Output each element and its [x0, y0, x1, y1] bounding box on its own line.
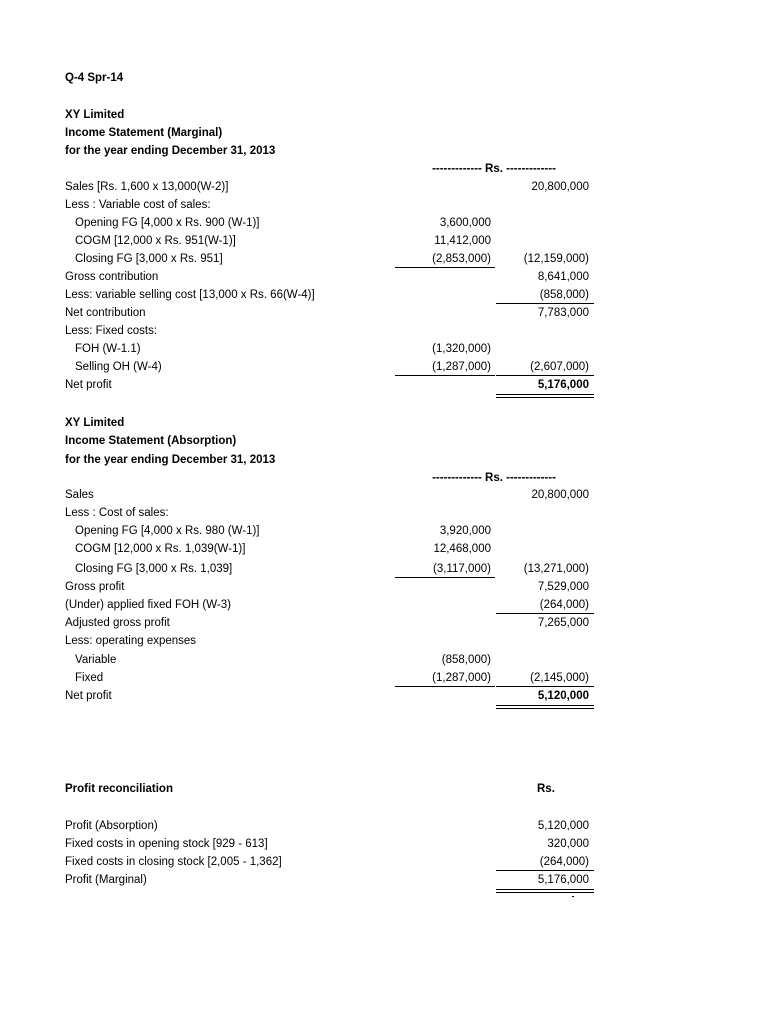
double-underline — [496, 889, 594, 893]
marginal-line — [0, 286, 768, 304]
absorption-line — [0, 669, 768, 687]
marginal-line — [0, 322, 768, 340]
line-label: Net profit — [65, 379, 112, 391]
marginal-line — [0, 214, 768, 232]
marginal-currency-header: ------------- Rs. ------------- — [432, 163, 556, 175]
total-rule — [496, 375, 594, 376]
marginal-line — [0, 340, 768, 358]
line-col2: (264,000) — [539, 599, 589, 611]
line-label: Gross profit — [65, 581, 125, 593]
absorption-line — [0, 687, 768, 705]
marginal-line — [0, 250, 768, 268]
line-label: Opening FG [4,000 x Rs. 900 (W-1)] — [75, 217, 260, 229]
reconciliation-title: Profit reconciliation — [65, 783, 173, 795]
line-label: Selling OH (W-4) — [75, 361, 162, 373]
line-label: FOH (W-1.1) — [75, 343, 141, 355]
line-col2: (858,000) — [539, 289, 589, 301]
line-label: COGM [12,000 x Rs. 951(W-1)] — [75, 235, 236, 247]
line-label: Net contribution — [65, 307, 146, 319]
line-col2: 8,641,000 — [537, 271, 589, 283]
line-label: Less : Variable cost of sales: — [65, 199, 211, 211]
line-label: Closing FG [3,000 x Rs. 1,039] — [75, 563, 233, 575]
line-label: Less: Fixed costs: — [65, 325, 158, 337]
absorption-line — [0, 504, 768, 522]
line-col1: 3,920,000 — [439, 525, 491, 537]
absorption-period: for the year ending December 31, 2013 — [65, 454, 276, 466]
line-col1: 11,412,000 — [434, 235, 491, 247]
absorption-line — [0, 522, 768, 540]
line-col2: (12,159,000) — [523, 253, 589, 265]
absorption-currency-header: ------------- Rs. ------------- — [432, 472, 556, 484]
absorption-company-row — [0, 414, 768, 432]
line-col2: 20,800,000 — [531, 489, 589, 501]
marginal-line — [0, 196, 768, 214]
double-underline — [496, 705, 594, 709]
line-col1: 12,468,000 — [433, 543, 491, 555]
line-label: Adjusted gross profit — [65, 617, 170, 629]
line-col1: (1,320,000) — [432, 343, 491, 355]
line-label: Sales [Rs. 1,600 x 13,000(W-2)] — [65, 181, 229, 193]
marginal-period: for the year ending December 31, 2013 — [65, 145, 276, 157]
line-label: Net profit — [65, 690, 112, 702]
line-col2: (2,145,000) — [530, 672, 589, 684]
absorption-line — [0, 614, 768, 632]
reconciliation-title-row — [0, 780, 768, 798]
reconciliation-line — [0, 835, 768, 853]
marginal-line — [0, 232, 768, 250]
line-label: Sales — [65, 489, 94, 501]
line-label: Fixed costs in closing stock [2,005 - 1,362] — [65, 856, 282, 868]
line-label: Less: operating expenses — [65, 635, 197, 647]
line-col1: (1,287,000) — [432, 361, 491, 373]
marginal-line — [0, 268, 768, 286]
absorption-title-row — [0, 432, 768, 450]
line-label: Gross contribution — [65, 271, 159, 283]
marginal-line — [0, 304, 768, 322]
reconciliation-line — [0, 817, 768, 835]
line-label: Profit (Absorption) — [65, 820, 158, 832]
line-value: 5,120,000 — [537, 820, 589, 832]
marginal-period-row — [0, 142, 768, 160]
line-col2: 5,120,000 — [537, 690, 589, 702]
line-label: (Under) applied fixed FOH (W-3) — [65, 599, 231, 611]
line-col2: 20,800,000 — [531, 181, 589, 193]
line-value: (264,000) — [539, 856, 589, 868]
absorption-line — [0, 540, 768, 558]
line-col2: (13,271,000) — [523, 563, 589, 575]
line-col2: 5,176,000 — [537, 379, 589, 391]
line-label: Profit (Marginal) — [65, 874, 147, 886]
line-label: Fixed — [75, 672, 104, 684]
marginal-line — [0, 358, 768, 376]
reconciliation-line — [0, 853, 768, 871]
absorption-title: Income Statement (Absorption) — [65, 435, 237, 447]
reconciliation-currency-header: Rs. — [537, 783, 555, 795]
line-label: Variable — [75, 654, 117, 666]
line-col2: 7,529,000 — [537, 581, 589, 593]
marginal-title: Income Statement (Marginal) — [65, 127, 223, 139]
line-label: Closing FG [3,000 x Rs. 951] — [75, 253, 223, 265]
absorption-currency-row — [0, 469, 768, 487]
marginal-line — [0, 376, 768, 394]
line-label: Less: variable selling cost [13,000 x Rs. 66(W-4)] — [65, 289, 315, 301]
line-label: Fixed costs in opening stock [929 - 613] — [65, 838, 268, 850]
question-ref: Q-4 Spr-14 — [65, 72, 124, 84]
absorption-line — [0, 578, 768, 596]
line-col1: (858,000) — [441, 654, 491, 666]
question-ref-row — [0, 69, 768, 87]
line-label: Less : Cost of sales: — [65, 507, 169, 519]
absorption-line — [0, 560, 768, 578]
line-col1: 3,600,000 — [439, 217, 491, 229]
marginal-company-row — [0, 106, 768, 124]
line-value: 5,176,000 — [537, 874, 589, 886]
absorption-line — [0, 632, 768, 650]
total-rule — [496, 686, 594, 687]
marginal-title-row — [0, 124, 768, 142]
line-label: Opening FG [4,000 x Rs. 980 (W-1)] — [75, 525, 260, 537]
marginal-line — [0, 178, 768, 196]
line-label: COGM [12,000 x Rs. 1,039(W-1)] — [75, 543, 246, 555]
marginal-currency-row — [0, 160, 768, 178]
line-value: 320,000 — [547, 838, 589, 850]
marginal-company: XY Limited — [65, 109, 125, 121]
line-col1: (3,117,000) — [433, 563, 491, 575]
absorption-company: XY Limited — [65, 417, 125, 429]
absorption-line — [0, 651, 768, 669]
line-col2: (2,607,000) — [530, 361, 589, 373]
line-col2: 7,265,000 — [537, 617, 589, 629]
double-underline — [496, 394, 594, 398]
line-col1: (1,287,000) — [432, 672, 491, 684]
absorption-line — [0, 486, 768, 504]
line-col1: (2,853,000) — [432, 253, 491, 265]
reconciliation-line — [0, 871, 768, 889]
absorption-period-row — [0, 451, 768, 469]
absorption-line — [0, 596, 768, 614]
line-col2: 7,783,000 — [537, 307, 589, 319]
stray-mark — [572, 896, 574, 897]
